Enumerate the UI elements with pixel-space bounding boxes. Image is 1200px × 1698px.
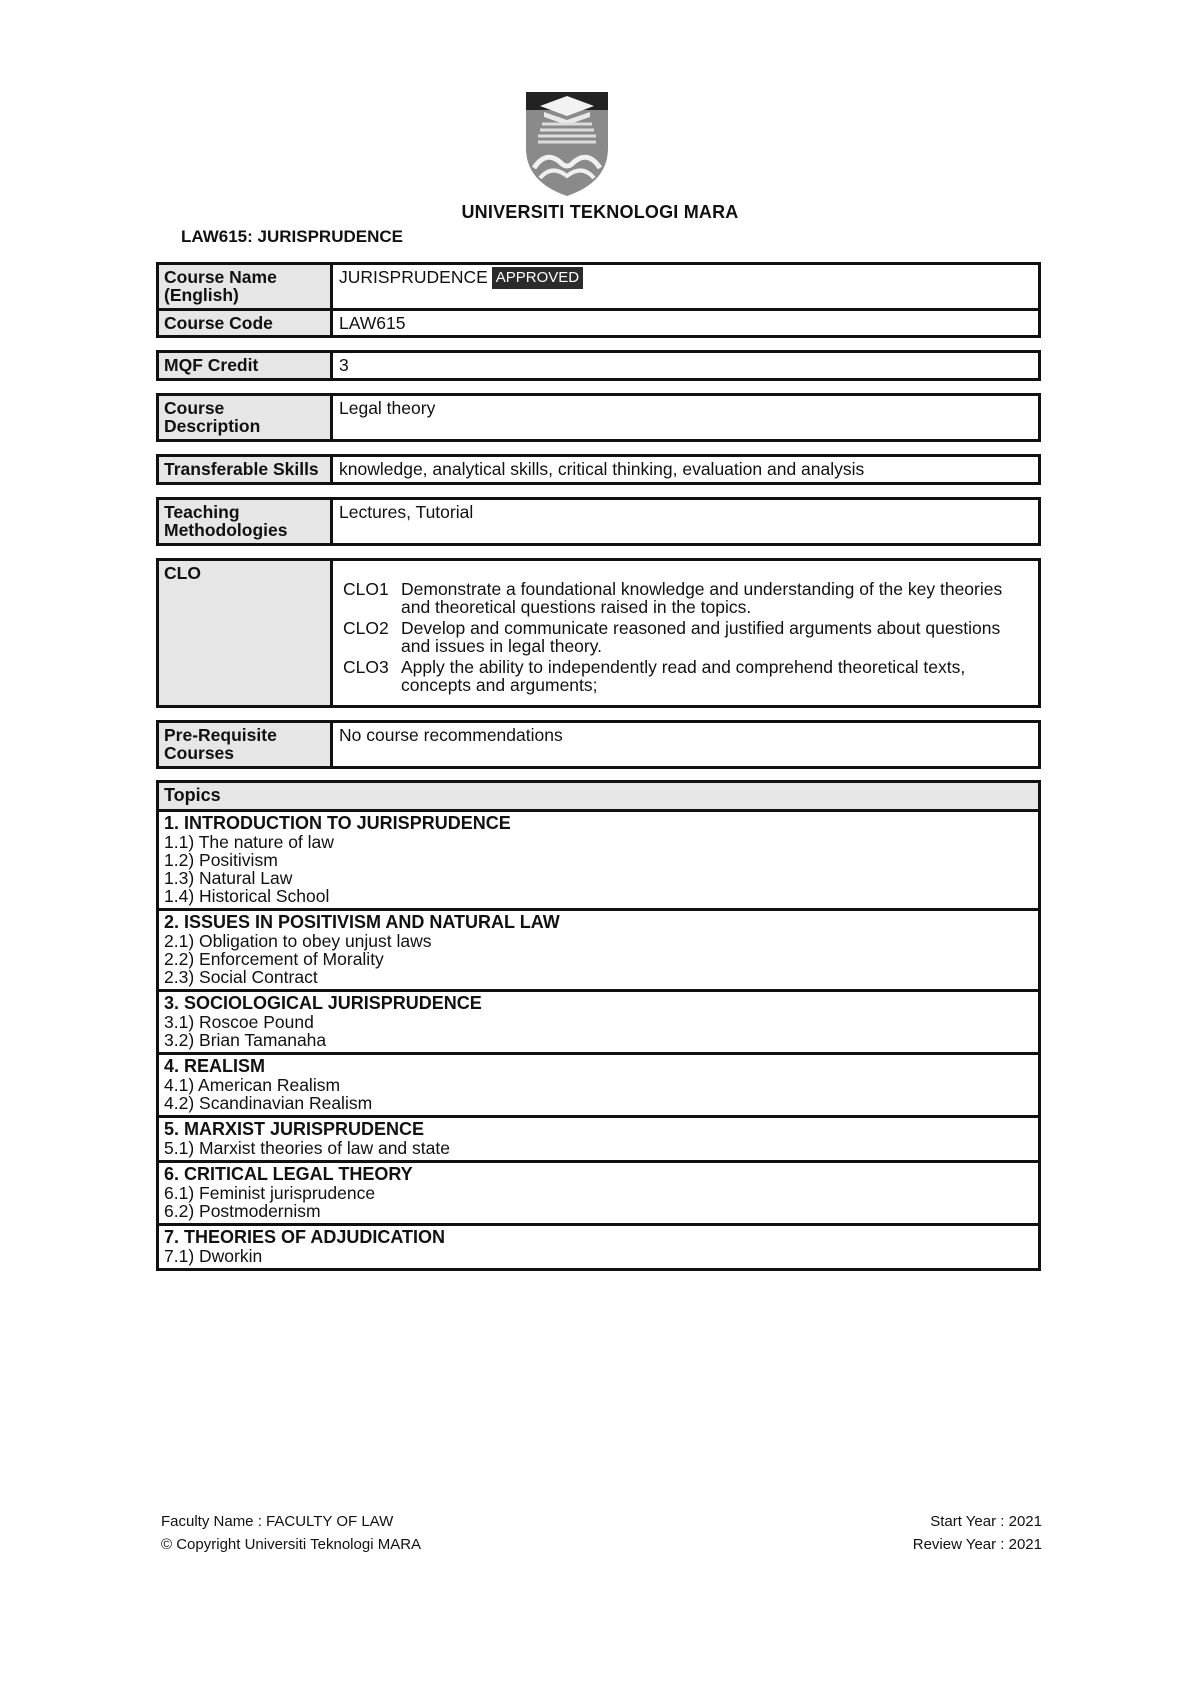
- university-name: UNIVERSITI TEKNOLOGI MARA: [461, 202, 739, 222]
- subtopic: 2.3) Social Contract: [164, 967, 318, 987]
- topic-title: 6. CRITICAL LEGAL THEORY: [164, 1164, 413, 1184]
- review-year: Review Year : 2021: [912, 1536, 1042, 1553]
- course-name-value: JURISPRUDENCE: [339, 267, 488, 287]
- subtopic: 4.2) Scandinavian Realism: [164, 1093, 373, 1113]
- clo-item: [343, 659, 1032, 694]
- topics-table: [156, 780, 1041, 1271]
- clo-code: CLO3: [343, 657, 389, 677]
- clo-item: [343, 581, 1032, 616]
- mqf-credit-value: 3: [339, 355, 349, 375]
- subtopic: 4.1) American Realism: [164, 1075, 341, 1095]
- topic-title: 1. INTRODUCTION TO JURISPRUDENCE: [164, 813, 511, 833]
- topic-block: [159, 812, 1038, 911]
- subtopic: 2.2) Enforcement of Morality: [164, 949, 384, 969]
- course-description-label: Course Description: [159, 396, 333, 439]
- clo-list: [333, 561, 1038, 705]
- approved-badge: APPROVED: [492, 267, 583, 289]
- university-logo: [522, 90, 612, 198]
- topic-title: 4. REALISM: [164, 1056, 266, 1076]
- course-description-value: Legal theory: [339, 398, 436, 418]
- topics-heading: Topics: [159, 783, 1038, 812]
- subtopic: 6.1) Feminist jurisprudence: [164, 1183, 376, 1203]
- subtopic: 1.2) Positivism: [164, 850, 278, 870]
- subtopic: 6.2) Postmodernism: [164, 1201, 321, 1221]
- topic-block: [159, 1226, 1038, 1268]
- subtopic: 1.3) Natural Law: [164, 868, 293, 888]
- subtopic: 3.1) Roscoe Pound: [164, 1012, 314, 1032]
- topic-title: 3. SOCIOLOGICAL JURISPRUDENCE: [164, 993, 482, 1013]
- clo-label: CLO: [159, 561, 333, 705]
- teaching-methodologies-row: [156, 497, 1041, 546]
- clo-code: CLO2: [343, 618, 389, 638]
- course-name-cell: [333, 265, 1038, 310]
- clo-code: CLO1: [343, 579, 389, 599]
- teaching-methodologies-label: Teaching Methodologies: [159, 500, 333, 543]
- course-code-label: Course Code: [159, 311, 333, 335]
- transferable-skills-row: [156, 454, 1041, 485]
- start-year: Start Year : 2021: [930, 1513, 1042, 1530]
- topic-block: [159, 992, 1038, 1055]
- topic-title: 2. ISSUES IN POSITIVISM AND NATURAL LAW: [164, 912, 560, 932]
- clo-item: [343, 620, 1032, 655]
- topic-block: [159, 1163, 1038, 1226]
- clo-row: [156, 558, 1041, 708]
- copyright: © Copyright Universiti Teknologi MARA: [161, 1536, 422, 1553]
- subtopic: 1.1) The nature of law: [164, 832, 334, 852]
- clo-description: Demonstrate a foundational knowledge and understanding of the key theories and theoretical questions raised in the topics.: [401, 579, 1003, 617]
- faculty-name: Faculty Name : FACULTY OF LAW: [161, 1513, 394, 1530]
- prerequisite-value: No course recommendations: [339, 725, 563, 745]
- course-description-row: [156, 393, 1041, 442]
- topic-title: 7. THEORIES OF ADJUDICATION: [164, 1227, 446, 1247]
- subtopic: 3.2) Brian Tamanaha: [164, 1030, 327, 1050]
- topic-block: [159, 911, 1038, 992]
- course-code-value: LAW615: [339, 313, 406, 333]
- course-name-row: [156, 262, 1041, 310]
- clo-description: Apply the ability to independently read and comprehend theoretical texts, concepts and arguments;: [401, 657, 966, 695]
- subtopic: 2.1) Obligation to obey unjust laws: [164, 931, 432, 951]
- subtopic: 5.1) Marxist theories of law and state: [164, 1138, 450, 1158]
- teaching-methodologies-value: Lectures, Tutorial: [339, 502, 474, 522]
- clo-description: Develop and communicate reasoned and justified arguments about questions and issues in legal theory.: [401, 618, 1001, 656]
- course-title: LAW615: JURISPRUDENCE: [181, 227, 403, 246]
- mqf-credit-row: [156, 350, 1041, 381]
- prerequisite-label: Pre-Requisite Courses: [159, 723, 333, 766]
- subtopic: 7.1) Dworkin: [164, 1246, 263, 1266]
- topic-title: 5. MARXIST JURISPRUDENCE: [164, 1119, 425, 1139]
- topic-block: [159, 1118, 1038, 1163]
- course-name-label: Course Name (English): [159, 265, 333, 310]
- subtopic: 1.4) Historical School: [164, 886, 330, 906]
- course-code-row: [156, 308, 1041, 338]
- mqf-credit-label: MQF Credit: [159, 353, 333, 378]
- transferable-skills-value: knowledge, analytical skills, critical thinking, evaluation and analysis: [339, 459, 865, 479]
- topic-block: [159, 1055, 1038, 1118]
- transferable-skills-label: Transferable Skills: [159, 457, 333, 482]
- prerequisite-row: [156, 720, 1041, 769]
